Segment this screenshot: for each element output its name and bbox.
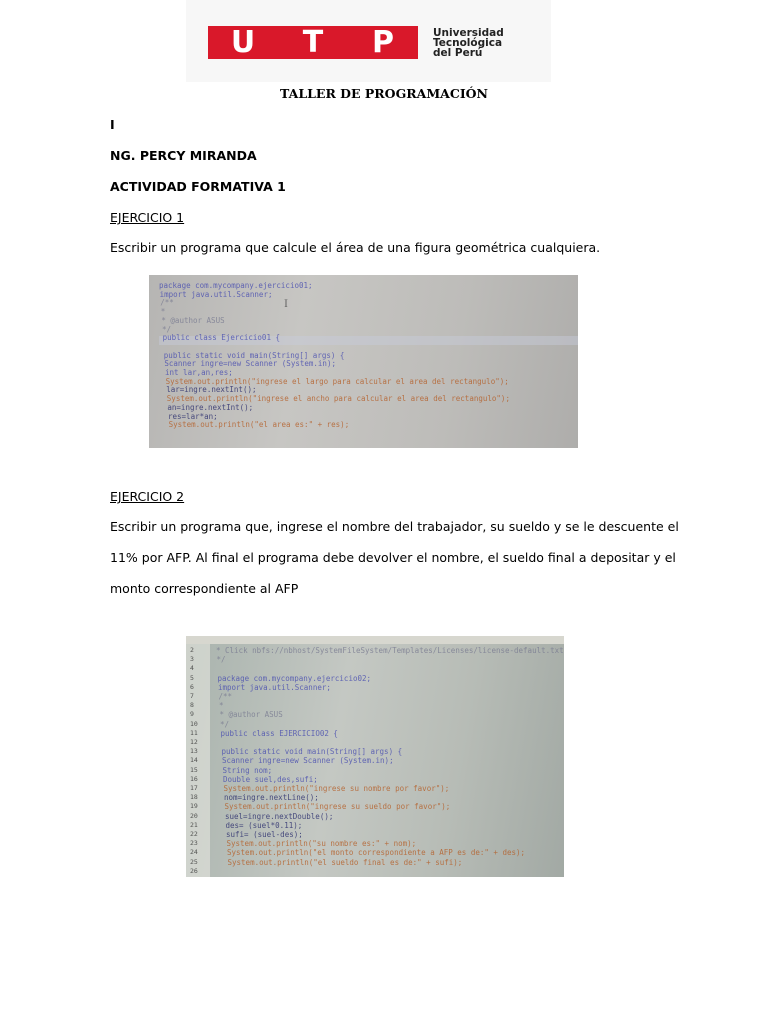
line-number: 10: [190, 719, 198, 728]
code-line: /**: [160, 298, 174, 308]
line-number: 24: [190, 848, 198, 857]
line-number: 21: [190, 820, 198, 829]
line-number: 23: [190, 839, 198, 848]
exercise2-statement-line2: 11% por AFP. Al final el programa debe devolver el nombre, el sueldo final a depositar y el: [110, 550, 676, 565]
exercise1-heading: EJERCICIO 1: [110, 210, 185, 225]
code-line: an=ingre.nextInt();: [167, 402, 254, 412]
line-number: 26: [190, 866, 198, 875]
line-number: 13: [190, 747, 198, 756]
utp-logo: [186, 0, 551, 82]
line-number: 25: [190, 857, 198, 866]
code-line: nom=ingre.nextLine();: [224, 793, 319, 803]
code-line: package com.mycompany.ejercicio02;: [217, 673, 372, 683]
code-line: System.out.println("el sueldo final es de:" + sufi);: [227, 857, 463, 867]
code-line: * @author ASUS: [219, 710, 283, 720]
code-line: *: [219, 701, 224, 711]
code-line: Scanner ingre=new Scanner (System.in);: [222, 756, 394, 766]
code-line: import java.util.Scanner;: [218, 682, 331, 692]
line-number: 5: [190, 673, 194, 682]
line-number: 7: [190, 692, 194, 700]
exercise2-statement-line3: monto correspondiente al AFP: [110, 581, 299, 596]
line-number: 17: [190, 784, 198, 792]
line-number: 15: [190, 765, 198, 774]
code-line: public class EJERCICIO02 {: [220, 728, 338, 738]
code-line: */: [220, 719, 230, 729]
line-number: 4: [190, 664, 194, 673]
code-line: */: [216, 655, 226, 665]
line-number: 6: [190, 682, 194, 691]
instructor-name: NG. PERCY MIRANDA: [110, 148, 257, 163]
exercise2-heading: EJERCICIO 2: [110, 489, 185, 504]
line-number: 19: [190, 802, 198, 811]
logo-letter-u: U: [230, 25, 256, 60]
line-number: 9: [190, 710, 194, 719]
code-line: *: [160, 307, 166, 317]
line-number: 3: [190, 655, 194, 664]
line-number: 2: [190, 646, 194, 654]
code-line: res=lar*an;: [168, 411, 218, 421]
document-title: TALLER DE PROGRAMACIÓN: [280, 86, 488, 101]
code-line: int lar,an,res;: [165, 368, 233, 377]
code-line: * @author ASUS: [161, 315, 225, 325]
code-screenshot-1: [149, 275, 578, 448]
logo-letter-t: T: [302, 25, 324, 60]
exercise1-statement: Escribir un programa que calcule el área de una figura geométrica cualquiera.: [110, 240, 601, 255]
code-line: des= (suel*0.11);: [225, 820, 303, 830]
line-number: 18: [190, 793, 198, 802]
code-line: System.out.println("el monto correspondiente a AFP es de:" + des);: [227, 848, 526, 858]
ide-toolbar: [186, 636, 564, 644]
logo-red-bar: [208, 26, 418, 59]
code-line: System.out.println("ingrese su nombre por favor");: [223, 784, 450, 793]
line-number: 14: [190, 756, 198, 765]
activity-heading: ACTIVIDAD FORMATIVA 1: [110, 179, 286, 194]
code-line: public static void main(String[] args) {: [163, 350, 345, 360]
text-cursor-icon: Ｉ: [281, 299, 291, 310]
code-screenshot-2: [186, 636, 564, 877]
logo-letter-p: P: [372, 25, 394, 60]
code-line: lar=ingre.nextInt();: [166, 385, 257, 395]
code-line: System.out.println("el area es:" + res);: [168, 420, 350, 430]
code-line: public class Ejercicio01 {: [162, 333, 280, 343]
line-number: 20: [190, 811, 198, 820]
line-number: 11: [190, 728, 198, 737]
code-line: System.out.println("su nombre es:" + nom);: [226, 839, 417, 849]
code-line: Scanner ingre=new Scanner (System.in);: [164, 359, 336, 369]
code-line: String nom;: [222, 765, 273, 775]
code-line: System.out.println("ingrese el largo para calcular el area del rectangulo");: [165, 376, 509, 386]
code-line: */: [162, 324, 172, 334]
code-line: import java.util.Scanner;: [159, 289, 273, 299]
code-line: public static void main(String[] args) {: [221, 747, 403, 757]
code-line: sufi= (suel-des);: [226, 830, 303, 839]
exercise2-statement-line1: Escribir un programa que, ingrese el nombre del trabajador, su sueldo y se le descuente el: [110, 519, 679, 534]
logo-university-name: [433, 28, 504, 58]
code-line: System.out.println("ingrese el ancho para calcular el area del rectangulo");: [166, 394, 510, 404]
line-number: 8: [190, 701, 194, 710]
code-line: * Click nbfs://nbhost/SystemFileSystem/Templates/Licenses/license-default.txt: [216, 646, 564, 655]
line-i: I: [110, 117, 115, 132]
line-number: 22: [190, 830, 198, 838]
code-line: package com.mycompany.ejercicio01;: [159, 281, 313, 290]
logo-line-1: Universidad: [433, 27, 504, 39]
line-number: 12: [190, 738, 198, 746]
code-line: suel=ingre.nextDouble();: [225, 811, 334, 821]
code-line: /**: [218, 692, 233, 701]
line-number: 16: [190, 774, 198, 783]
code-line: Double suel,des,sufi;: [223, 774, 318, 784]
logo-line-2: Tecnológica: [433, 37, 503, 49]
logo-line-3: del Perú: [433, 47, 483, 59]
code-line: System.out.println("ingrese su sueldo por favor");: [224, 802, 451, 812]
